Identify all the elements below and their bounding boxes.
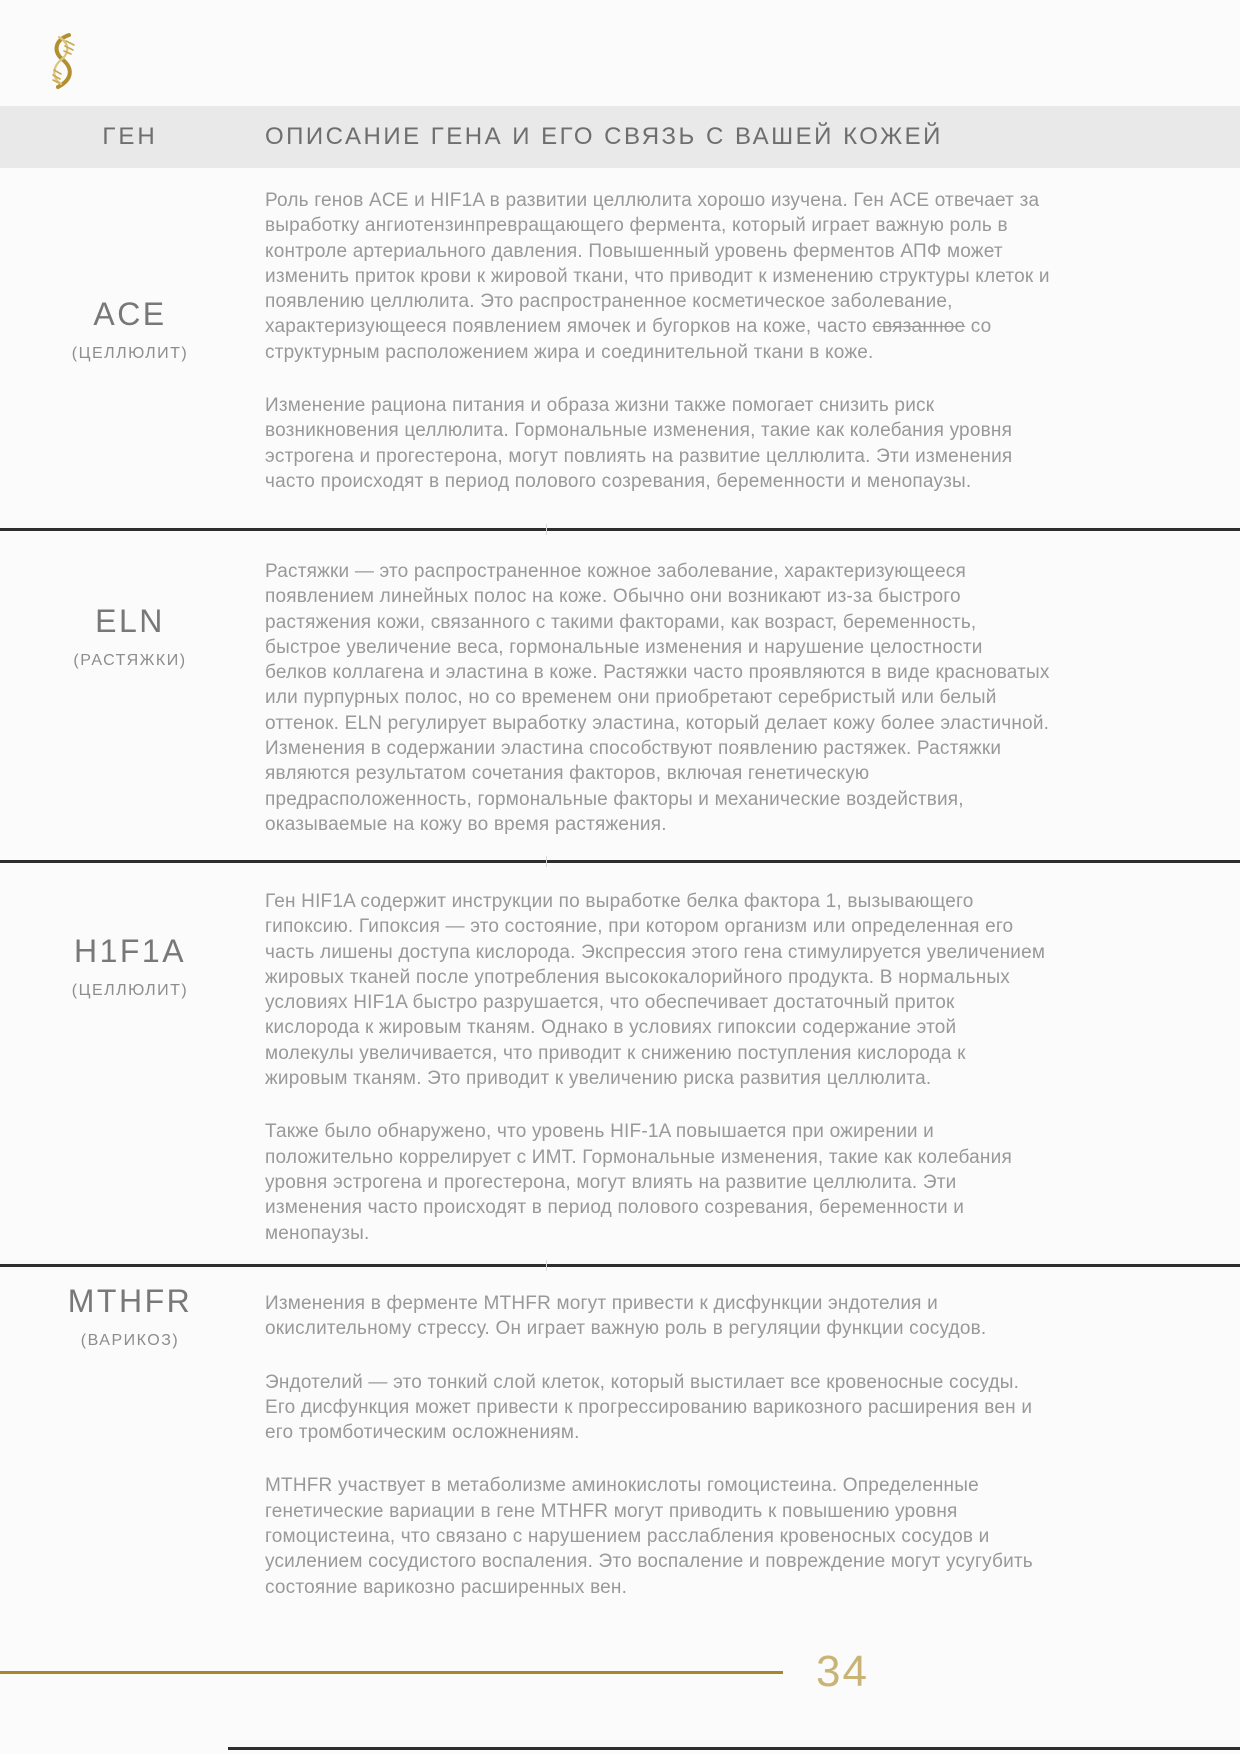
paragraph	[265, 188, 1050, 365]
paragraph-text: Роль генов ACE и HIF1A в развитии целлюлита хорошо изучена. Ген ACE отвечает за выработку ангиотензинпревращающего фермента, который играет важную роль в контроле артериального давления. Повышенный уровень ферментов АПФ может изменить приток крови к жировой ткани, что приводит к изменению структуры клеток и появлению целлюлита. Это распространенное косметическое заболевание, характеризующееся появлением ямочек и бугорков на коже, часто	[265, 190, 1050, 338]
paragraph: Изменения в ферменте MTHFR могут привести к дисфункции эндотелия и окислительному стрессу. Он играет важную роль в регуляции функции сосудов.	[265, 1293, 987, 1340]
column-divider-tick	[546, 524, 547, 535]
description-cell-mthfr	[260, 1267, 1240, 1644]
gene-cell-eln	[0, 531, 260, 860]
column-header-gene: ГЕН	[102, 123, 158, 150]
gene-name-mthfr: MTHFR	[67, 1283, 193, 1319]
paragraph: Также было обнаружено, что уровень HIF-1A повышается при ожирении и положительно коррелирует с ИМТ. Гормональные изменения, такие как колебания уровня эстрогена и прогестерона, могут влиять на развитие целлюлита. Эти изменения часто происходят в период полового созревания, беременности и менопаузы.	[265, 1121, 1012, 1244]
gene-cell-mthfr	[0, 1267, 260, 1644]
gene-name-ace: ACE	[93, 296, 167, 332]
description-cell-h1f1a	[260, 863, 1240, 1264]
footer-gold-line	[0, 1671, 783, 1674]
gene-name-eln: ELN	[95, 603, 165, 639]
gene-cell-h1f1a	[0, 863, 260, 1264]
table-row-h1f1a	[0, 860, 1240, 1264]
table-row-ace	[0, 168, 1240, 528]
gene-condition-ace: (ЦЕЛЛЮЛИТ)	[71, 345, 189, 362]
table-row-eln	[0, 528, 1240, 860]
dna-helix-icon	[46, 32, 80, 90]
description-cell-eln	[260, 531, 1240, 860]
paragraph: MTHFR участвует в метаболизме аминокислоты гомоцистеина. Определенные генетические вариации в гене MTHFR могут приводить к повышению уровня гомоцистеина, что связано с нарушением расслабления кровеносных сосудов и усилением сосудистого воспаления. Это воспаление и повреждение могут усугубить состояние варикозно расширенных вен.	[265, 1475, 1033, 1598]
gene-condition-h1f1a: (ЦЕЛЛЮЛИТ)	[71, 982, 189, 999]
gene-condition-eln: (РАСТЯЖКИ)	[73, 652, 187, 669]
gene-condition-mthfr: (ВАРИКОЗ)	[80, 1332, 180, 1349]
description-cell-ace	[260, 168, 1240, 528]
struck-word: связанное	[872, 316, 966, 338]
page-number: 34	[816, 1647, 869, 1696]
paragraph: Ген HIF1A содержит инструкции по выработке белка фактора 1, вызывающего гипоксию. Гипоксия — это состояние, при котором организм или определенная его часть лишены доступа кислорода. Экспрессия этого гена стимулируется увеличением жировых тканей после употребления высококалорийного продукта. В нормальных условиях HIF1A быстро разрушается, что обеспечивает достаточный приток кислорода к жировым тканям. Однако в условиях гипоксии содержание этой молекулы увеличивается, что приводит к снижению поступления кислорода к жировым тканям. Это приводит к увеличению риска развития целлюлита.	[265, 891, 1046, 1090]
paragraph: Эндотелий — это тонкий слой клеток, который выстилает все кровеносные сосуды. Его дисфункция может привести к прогрессированию варикозного расширения вен и его тромботическим осложнениям.	[265, 1371, 1033, 1444]
column-divider-tick	[546, 1260, 547, 1271]
table-row-mthfr	[0, 1264, 1240, 1644]
gene-name-h1f1a: H1F1A	[73, 933, 187, 969]
column-divider-tick	[546, 856, 547, 867]
paragraph: Растяжки — это распространенное кожное заболевание, характеризующееся появлением линейных полос на коже. Обычно они возникают из-за быстрого растяжения кожи, связанного с такими факторами, как возраст, беременность, быстрое увеличение веса, гормональные изменения и нарушение целостности белков коллагена и эластина в коже. Растяжки часто проявляются в виде красноватых или пурпурных полос, но со временем они приобретают серебристый или белый оттенок. ELN регулирует выработку эластина, который делает кожу более эластичной. Изменения в содержании эластина способствуют появлению растяжек. Растяжки являются результатом сочетания факторов, включая генетическую предрасположенность, гормональные факторы и механические воздействия, оказываемые на кожу во время растяжения.	[265, 561, 1050, 835]
paragraph: Изменение рациона питания и образа жизни также помогает снизить риск возникновения целлюлита. Гормональные изменения, такие как колебания уровня эстрогена и прогестерона, могут повлиять на развитие целлюлита. Эти изменения часто происходят в период полового созревания, беременности и менопаузы.	[265, 395, 1013, 492]
dna-helix-icon	[46, 32, 80, 90]
gene-cell-ace	[0, 168, 260, 528]
column-header-description: ОПИСАНИЕ ГЕНА И ЕГО СВЯЗЬ С ВАШЕЙ КОЖЕЙ	[265, 123, 943, 150]
paragraph-text: со структурным расположением жира и соединительной ткани в коже.	[265, 316, 992, 363]
table-header	[0, 106, 1240, 168]
bottom-border-line	[228, 1747, 1240, 1750]
